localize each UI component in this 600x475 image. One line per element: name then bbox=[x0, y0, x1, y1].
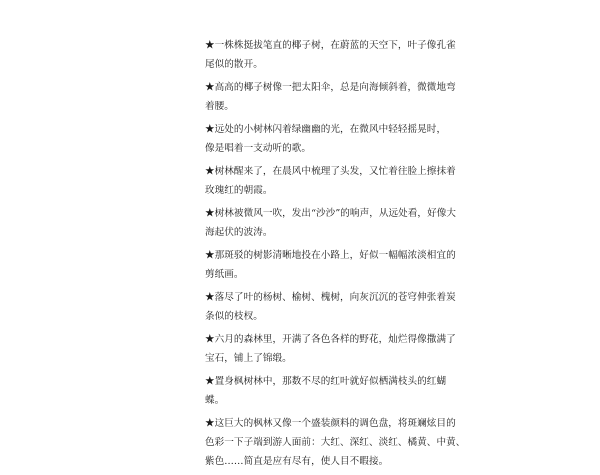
paragraph-5-line-2: 海起伏的波涛。 bbox=[205, 227, 273, 238]
paragraph-10-line-3: 紫色……简直是应有尽有，使人目不暇接。 bbox=[205, 456, 389, 467]
paragraph-3-line-1: ★远处的小树林闪着绿幽幽的光，在微风中轻轻摇晃时， bbox=[205, 124, 447, 135]
paragraph-2 bbox=[205, 78, 456, 116]
paragraph-9 bbox=[205, 372, 447, 410]
paragraph-3 bbox=[205, 120, 447, 158]
paragraph-6 bbox=[205, 246, 456, 284]
paragraph-1-line-1: ★一株株挺拔笔直的椰子树，在蔚蓝的天空下，叶子像孔雀 bbox=[205, 40, 456, 51]
paragraph-4-line-2: 玫瑰红的朝霞。 bbox=[205, 185, 273, 196]
document-body bbox=[205, 36, 466, 475]
paragraph-7-line-1: ★落尽了叶的杨树、榆树、槐树，向灰沉沉的苍穹伸张着炭 bbox=[205, 292, 456, 303]
paragraph-9-line-1: ★置身枫树林中，那数不尽的红叶就好似栖满枝头的红蝴 bbox=[205, 376, 447, 387]
paragraph-7 bbox=[205, 288, 456, 326]
paragraph-8 bbox=[205, 330, 456, 368]
paragraph-3-line-2: 像是唱着一支动听的歌。 bbox=[205, 143, 312, 154]
paragraph-6-line-1: ★那斑驳的树影清晰地投在小路上，好似一幅幅浓淡相宜的 bbox=[205, 250, 456, 261]
paragraph-1 bbox=[205, 36, 456, 74]
paragraph-6-line-2: 剪纸画。 bbox=[205, 269, 244, 280]
paragraph-8-line-2: 宝石，铺上了锦缎。 bbox=[205, 353, 292, 364]
paragraph-1-line-2: 尾似的散开。 bbox=[205, 59, 263, 70]
paragraph-4-line-1: ★树林醒来了，在晨风中梳理了头发，又忙着往脸上擦抹着 bbox=[205, 166, 456, 177]
paragraph-10-line-2: 色彩一下子端到游人面前：大红、深红、淡红、橘黄、中黄、 bbox=[205, 437, 466, 448]
paragraph-5-line-1: ★树林被微风一吹，发出“沙沙”的响声，从远处看，好像大 bbox=[205, 208, 457, 219]
paragraph-4 bbox=[205, 162, 456, 200]
paragraph-7-line-2: 条似的枝杈。 bbox=[205, 311, 263, 322]
paragraph-2-line-1: ★高高的椰子树像一把太阳伞，总是向海倾斜着，微微地弯 bbox=[205, 82, 456, 93]
paragraph-2-line-2: 着腰。 bbox=[205, 101, 234, 112]
paragraph-10 bbox=[205, 414, 466, 471]
paragraph-8-line-1: ★六月的森林里，开满了各色各样的野花，灿烂得像撒满了 bbox=[205, 334, 456, 345]
paragraph-5 bbox=[205, 204, 457, 242]
paragraph-10-line-1: ★这巨大的枫林又像一个盛装颜料的调色盘，将斑斓炫目的 bbox=[205, 418, 456, 429]
paragraph-9-line-2: 蝶。 bbox=[205, 395, 225, 406]
